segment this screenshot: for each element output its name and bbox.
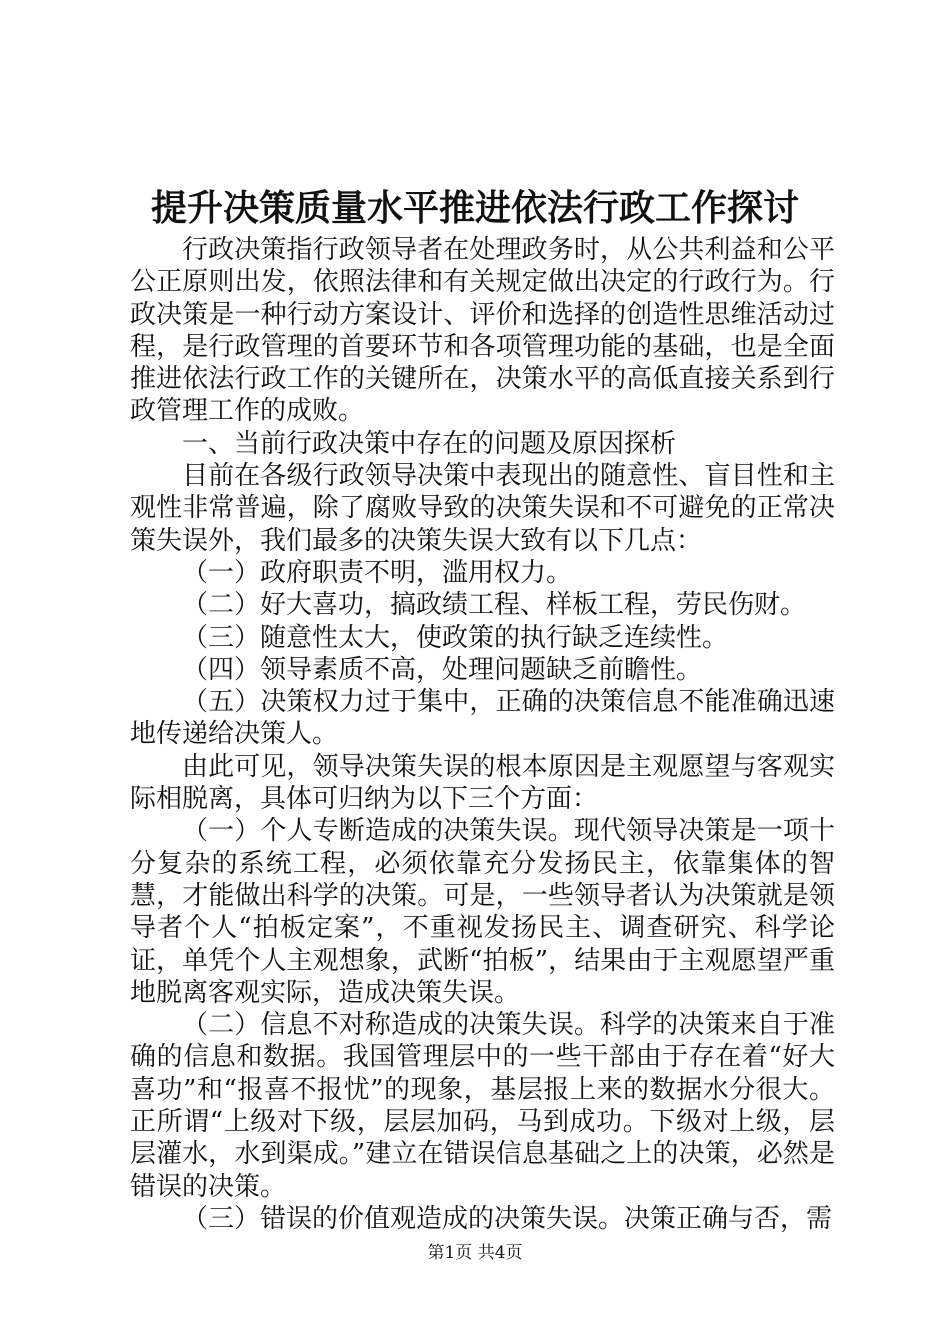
list-item-2: （二）好大喜功，搞政绩工程、样板工程，劳民伤财。 <box>182 590 807 621</box>
paragraph-cause-2: （二）信息不对称造成的决策失误。科学的决策来自于准确的信息和数据。我国管理层中的一些干部由于存在着“好大喜功”和“报喜不报忧”的现象，基层报上来的数据水分很大。正所谓“上级对下级，层层加码，马到成功。下级对上级，层层灌水，水到渠成。”建立在错误信息基础之上的决策，必然是错误的决策。 <box>130 1010 835 1202</box>
page-footer: 第1页 共4页 <box>427 1243 523 1263</box>
section-heading-1: 一、当前行政决策中存在的问题及原因探析 <box>182 428 677 459</box>
list-item-1: （一）政府职责不明，滥用权力。 <box>182 557 573 588</box>
paragraph-cause-3: （三）错误的价值观造成的决策失误。决策正确与否，需 <box>182 1203 833 1234</box>
paragraph-causes: 由此可见，领导决策失误的根本原因是主观愿望与客观实际相脱离，具体可归纳为以下三个方面： <box>130 751 835 815</box>
document-body <box>130 234 835 1235</box>
paragraph-cause-1: （一）个人专断造成的决策失误。现代领导决策是一项十分复杂的系统工程，必须依靠充分发扬民主，依靠集体的智慧，才能做出科学的决策。可是，一些领导者认为决策就是领导者个人“拍板定案”，不重视发扬民主、调查研究、科学论证，单凭个人主观想象，武断“拍板”，结果由于主观愿望严重地脱离客观实际，造成决策失误。 <box>130 816 835 1008</box>
list-item-4: （四）领导素质不高，处理问题缺乏前瞻性。 <box>182 654 703 685</box>
list-item-5: （五）决策权力过于集中，正确的决策信息不能准确迅速地传递给决策人。 <box>130 687 835 750</box>
document-title: 提升决策质量水平推进依法行政工作探讨 <box>150 187 799 229</box>
paragraph-problems: 目前在各级行政领导决策中表现出的随意性、盲目性和主观性非常普遍，除了腐败导致的决策失误和不可避免的正常决策失误外，我们最多的决策失误大致有以下几点： <box>130 461 835 556</box>
list-item-3: （三）随意性太大，使政策的执行缺乏连续性。 <box>182 622 729 653</box>
paragraph-intro: 行政决策指行政领导者在处理政务时，从公共利益和公平公正原则出发，依照法律和有关规定做出决定的行政行为。行政决策是一种行动方案设计、评价和选择的创造性思维活动过程，是行政管理的首要环节和各项管理功能的基础，也是全面推进依法行政工作的关键所在，决策水平的高低直接关系到行政管理工作的成败。 <box>130 235 835 427</box>
